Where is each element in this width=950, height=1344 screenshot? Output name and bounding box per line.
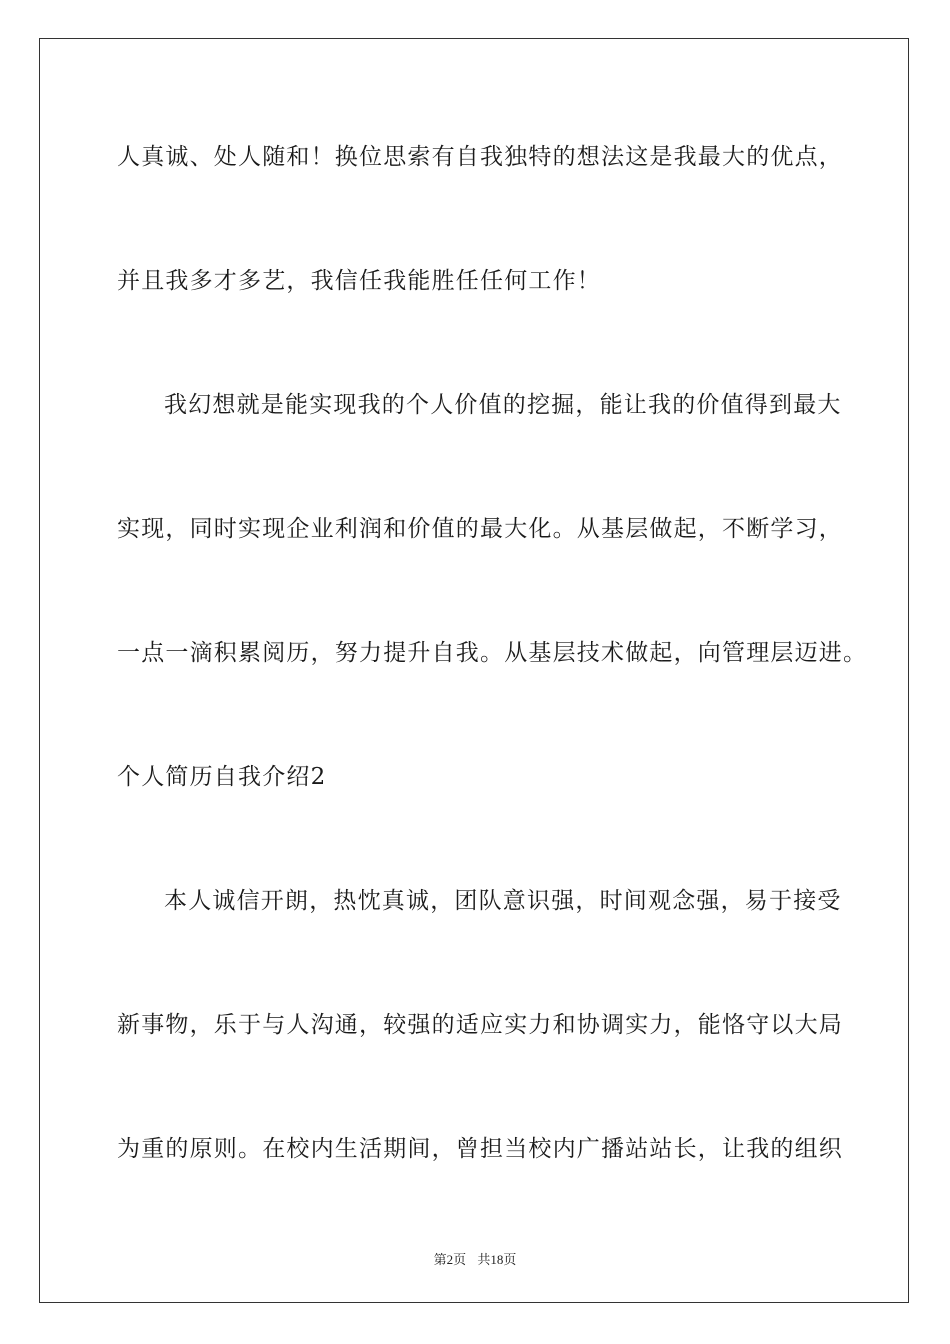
paragraph-line: 新事物，乐于与人沟通，较强的适应实力和协调实力，能恪守以大局 [117,1012,843,1038]
section-heading: 个人简历自我介绍2 [117,764,327,790]
page-total: 共18页 [477,1252,517,1267]
paragraph-line: 并且我多才多艺，我信任我能胜任任何工作！ [117,268,601,294]
page-footer [0,1249,950,1268]
paragraph-line: 为重的原则。在校内生活期间，曾担当校内广播站站长，让我的组织 [117,1136,843,1162]
page-number: 第2页 [433,1252,467,1267]
paragraph-line: 人真诚、处人随和！换位思索有自我独特的想法这是我最大的优点， [117,144,843,170]
paragraph-line: 本人诚信开朗，热忱真诚，团队意识强，时间观念强，易于接受 [164,888,842,914]
paragraph-line: 我幻想就是能实现我的个人价值的挖掘，能让我的价值得到最大 [164,392,842,418]
paragraph-line: 一点一滴积累阅历，努力提升自我。从基层技术做起，向管理层迈进。 [117,640,868,666]
paragraph-line: 实现，同时实现企业利润和价值的最大化。从基层做起，不断学习， [117,516,843,542]
page-border [39,38,909,1303]
